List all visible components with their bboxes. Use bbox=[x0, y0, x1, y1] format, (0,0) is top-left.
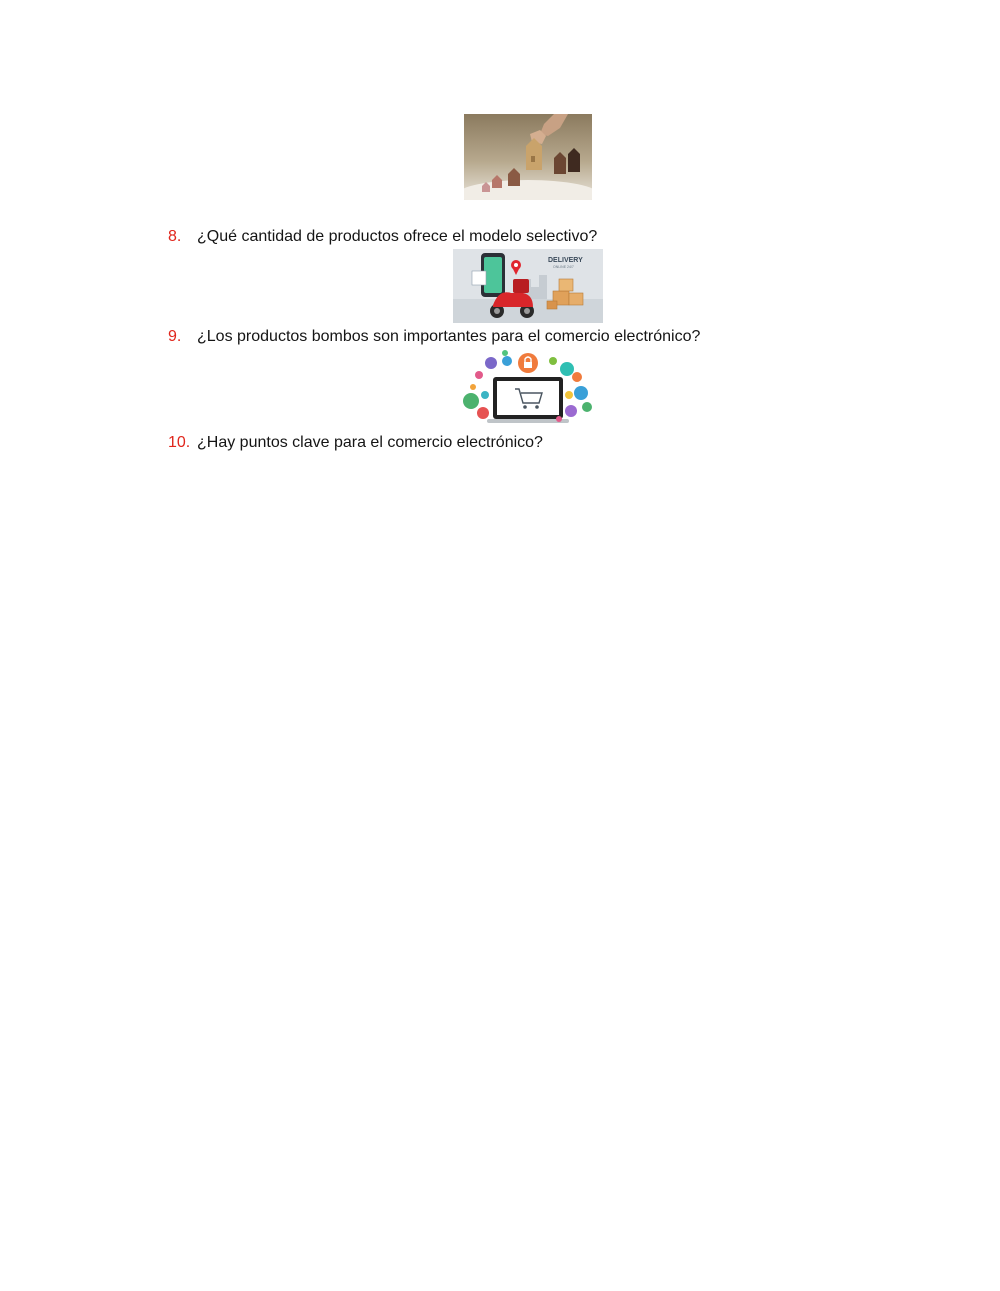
wooden-houses-image bbox=[464, 114, 592, 200]
question-number: 10. bbox=[168, 434, 191, 451]
question-number: 8. bbox=[168, 228, 182, 245]
question-text: ¿Hay puntos clave para el comercio electrónico? bbox=[197, 434, 543, 451]
question-number: 9. bbox=[168, 328, 182, 345]
question-text: ¿Qué cantidad de productos ofrece el modelo selectivo? bbox=[197, 228, 598, 245]
ecommerce-illustration bbox=[459, 349, 597, 427]
wooden-houses-illustration bbox=[464, 114, 592, 200]
question-9 bbox=[168, 327, 700, 347]
delivery-subheading: ONLINE 24/7 bbox=[553, 265, 574, 269]
question-8 bbox=[168, 227, 597, 247]
ecommerce-image bbox=[459, 349, 597, 427]
question-text: ¿Los productos bombos son importantes para el comercio electrónico? bbox=[197, 328, 701, 345]
question-10 bbox=[168, 433, 543, 453]
delivery-heading: DELIVERY bbox=[548, 257, 583, 264]
delivery-image bbox=[453, 249, 603, 323]
delivery-illustration bbox=[453, 249, 603, 323]
